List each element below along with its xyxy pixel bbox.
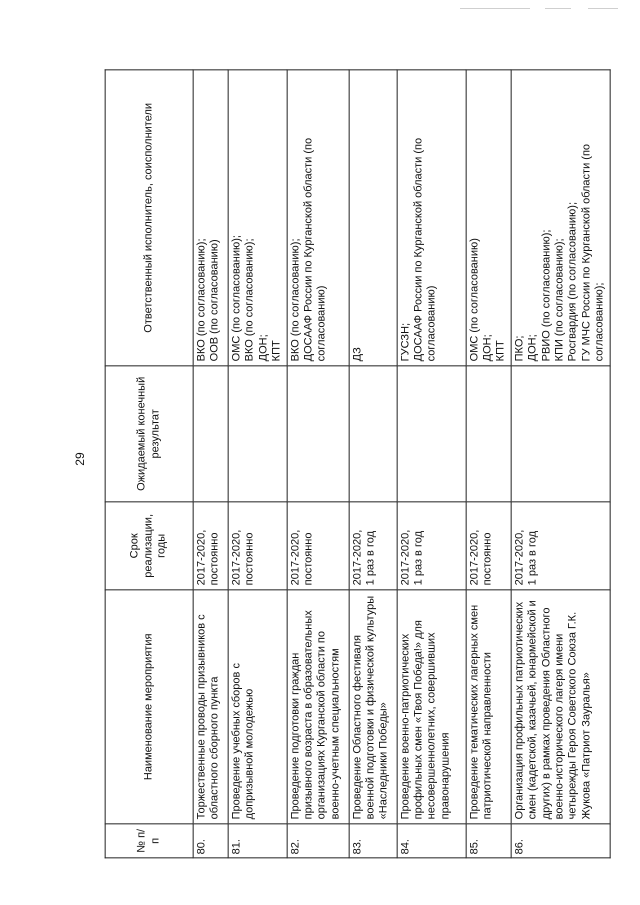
header-result: Ожидаемый конечный результат (105, 366, 193, 502)
expected-result (511, 366, 610, 502)
expected-result (228, 366, 287, 502)
period: 2017-2020, 1 раз в год (511, 502, 610, 590)
row-number: 83. (349, 824, 397, 858)
expected-result (193, 366, 228, 502)
event-name: Торжественные проводы призывников с областного сборного пункта (193, 590, 228, 824)
period: 2017-2020, постоянно (287, 502, 349, 590)
rotated-table-container (107, 67, 607, 855)
event-name: Проведение учебных сборов с допризывной молодежью (228, 590, 287, 824)
scan-artifact (588, 8, 618, 9)
event-name: Проведение Областного фестиваля военной подготовки и физической культуры «Наследники Победы» (349, 590, 397, 824)
executors: ДЗ (349, 70, 397, 366)
executors: ГУСЗН; ДОСААФ России по Курганской области (по согласованию) (397, 70, 466, 366)
row-number: 82. (287, 824, 349, 858)
table-row (511, 70, 610, 858)
expected-result (466, 366, 511, 502)
event-name: Проведение военно-патриотических профильных смен «Твоя Победа!» для несовершеннолетних, совершивших правонарушения (397, 590, 466, 824)
executors: ОМС (по согласованию) ДОН; КПТ (466, 70, 511, 366)
scan-artifact (460, 8, 530, 9)
period: 2017-2020, 1 раз в год (397, 502, 466, 590)
row-number: 86. (511, 824, 610, 858)
period: 2017-2020, постоянно (228, 502, 287, 590)
event-name: Проведение подготовки граждан призывного возраста в образовательных организациях Курганской области по военно-учетным специальностям (287, 590, 349, 824)
period: 2017-2020, 1 раз в год (349, 502, 397, 590)
event-name: Проведение тематических лагерных смен патриотической направленности (466, 590, 511, 824)
scan-artifact (545, 8, 571, 9)
table-row (193, 70, 228, 858)
table-row (287, 70, 349, 858)
row-number: 84. (397, 824, 466, 858)
executors: ВКО (по согласованию); ООВ (по согласованию) (193, 70, 228, 366)
expected-result (287, 366, 349, 502)
executors: ПКО; ДОН; РВИО (по согласованию); КПИ (по согласованию); Росгвардия (по согласованию); ГУ МЧС России по Курганской области (по согласованию); (511, 70, 610, 366)
table-row (466, 70, 511, 858)
expected-result (397, 366, 466, 502)
row-number: 85. (466, 824, 511, 858)
header-executors: Ответственный исполнитель, соисполнители (105, 70, 193, 366)
period: 2017-2020, постоянно (193, 502, 228, 590)
table-header-row (105, 70, 193, 858)
header-period: Срок реализации, годы (105, 502, 193, 590)
header-event-name: Наименование мероприятия (105, 590, 193, 824)
expected-result (349, 366, 397, 502)
header-number: № п/п (105, 824, 193, 858)
executors: ОМС (по согласованию); ВКО (по согласованию); ДОН; КПТ (228, 70, 287, 366)
events-table (105, 69, 611, 858)
executors: ВКО (по согласованию); ДОСААФ России по Курганской области (по согласованию) (287, 70, 349, 366)
row-number: 80. (193, 824, 228, 858)
table-row (228, 70, 287, 858)
table-row (349, 70, 397, 858)
table-row (397, 70, 466, 858)
page-number: 29 (73, 452, 87, 466)
row-number: 81. (228, 824, 287, 858)
event-name: Организация профильных патриотических смен (кадетской, казачьей, юнармейской и других) в рамках проведения Областного военно-исторического лагеря имени четырежды Героя Советского Союза Г.К. Жукова «Патриот Зауралья» (511, 590, 610, 824)
period: 2017-2020, постоянно (466, 502, 511, 590)
